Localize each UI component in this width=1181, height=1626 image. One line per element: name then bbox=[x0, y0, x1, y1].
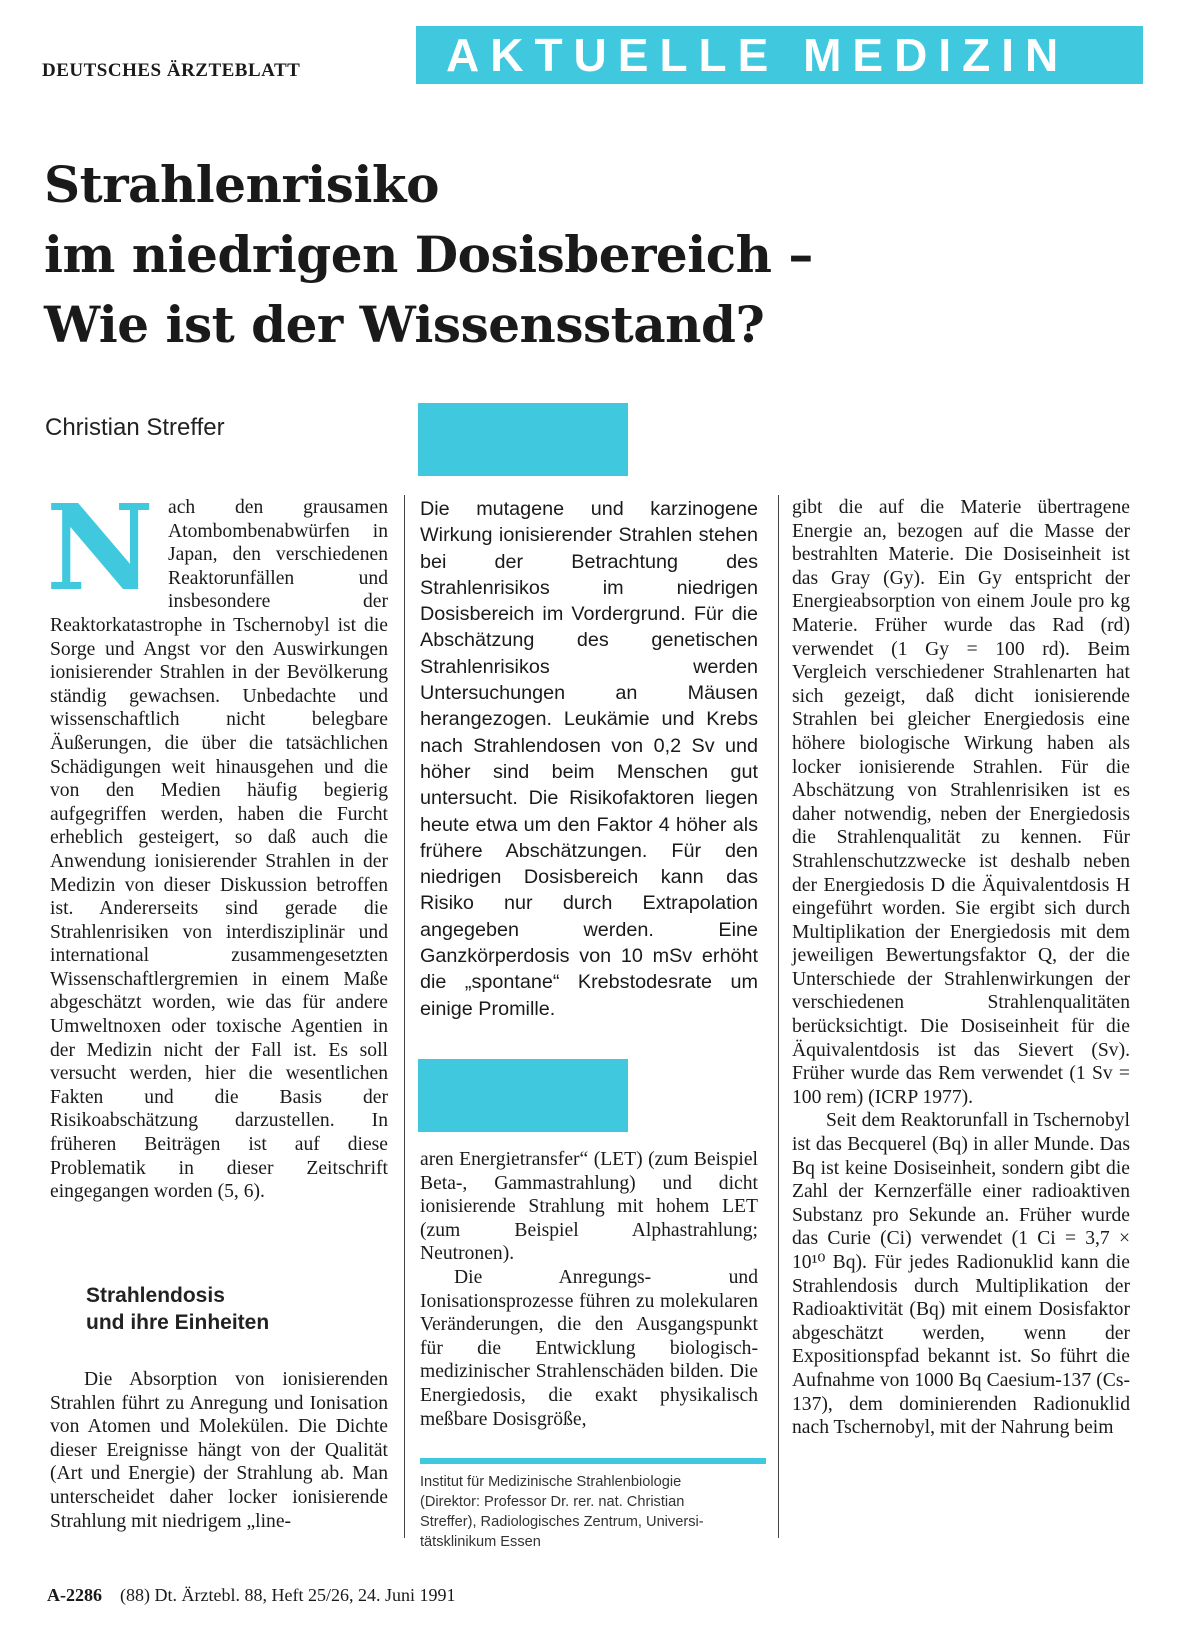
decorative-cyan-block-middle bbox=[418, 1059, 628, 1132]
article-title bbox=[44, 150, 1044, 360]
affiliation-line-1: Institut für Medizinische Strahlenbiologie bbox=[420, 1474, 682, 1490]
author-name: Christian Streffer bbox=[45, 414, 225, 441]
affiliation-line-2: (Direktor: Professor Dr. rer. nat. Christian bbox=[420, 1494, 685, 1510]
abstract-box bbox=[420, 496, 758, 1022]
author-affiliation bbox=[420, 1472, 770, 1552]
intro-paragraph: ach den grausamen Atombombenabwürfen in Japan, den verschiedenen Reaktorunfällen und insbesondere der Reaktorkatastrophe in Tschernobyl ist die Sorge und Angst vor den Auswirkungen ionisierender Strahlen in der Bevölkerung ständig gewachsen. Unbedachte und wissenschaftlich nicht belegbare Äußerungen, die über die tatsächlichen Schädigungen weit hinausgehen und die von den Medien häufig begierig aufgegriffen werden, haben die Furcht erheblich gesteigert, so daß auch die Anwendung ionisierender Strahlen in der Medizin von dieser Diskussion betroffen ist. Andererseits sind gerade die Strahlenrisiken von interdisziplinär und international zusammengesetzten Wissenschaftlergremien in einem Maße abgeschätzt worden, wie das für andere Umweltnoxen oder toxische Agentien in der Medizin nicht der Fall ist. Es soll versucht werden, hier die wesentlichen Fakten und die Basis der Risikoabschätzung darzustellen. In früheren Beiträgen ist auf diese Problematik in dieser Zeitschrift eingegangen worden (5, 6). bbox=[50, 497, 388, 1203]
column-1-intro bbox=[46, 478, 388, 1204]
abstract-text: Die mutagene und karzinogene Wirkung ionisierender Strahlen stehen bei der Betrachtung des Strahlenrisikos im niedrigen Dosisbereich im Vordergrund. Für die Abschätzung des genetischen Strahlenrisikos werden Untersuchungen an Mäusen herangezogen. Leukämie und Krebs nach Strahlendosen von 0,2 Sv und höher sind beim Menschen gut untersucht. Die Risikofaktoren liegen heute etwa um den Faktor 4 höher als frühere Abschätzungen. Für den niedrigen Dosisbereich kann das Risiko nur durch Extrapolation angegeben werden. Eine Ganzkörperdosis von 10 mSv erhöht die „spontane“ Krebstodesrate um einige Promille. bbox=[420, 498, 758, 1020]
decorative-cyan-block-top bbox=[418, 403, 628, 476]
column-divider-2 bbox=[778, 495, 779, 1538]
affiliation-line-3: Streffer), Radiologisches Zentrum, Universi- bbox=[420, 1514, 704, 1530]
section-paragraph: Die Absorption von ionisierenden Strahlen führt zu Anregung und Ionisation von Atomen und Molekülen. Die Dichte dieser Ereignisse hängt von der Qualität (Art und Energie) der Strahlung ab. Man unterscheidet daher locker ionisierende Strahlung mit niedrigem „line- bbox=[50, 1369, 388, 1532]
affiliation-line-4: tätsklinikum Essen bbox=[420, 1534, 541, 1550]
affiliation-rule bbox=[420, 1458, 766, 1464]
title-line-1: Strahlenrisiko bbox=[44, 155, 439, 214]
column-2-paragraph-2: Die Anregungs- und Ionisationsprozesse führen zu molekularen Veränderungen, die den Ausgangspunkt für die Entwicklung biologisch-medizinischer Strahlenschäden bilden. Die Energiedosis, die exakt physikalisch meßbare Dosisgröße, bbox=[420, 1266, 758, 1430]
column-3-paragraph-2: Seit dem Reaktorunfall in Tschernobyl ist das Becquerel (Bq) in aller Munde. Das Bq ist keine Dosiseinheit, sondern gibt die Zahl der Kernzerfälle einer radioaktiven Substanz pro Sekunde an. Früher wurde das Curie (Ci) verwendet (1 Ci = 3,7 × 10¹⁰ Bq). Für jedes Radionuklid kann die Strahlendosis durch Multiplikation der Radioaktivität (Bq) mit einem Dosisfaktor abgeschätzt werden, wenn der Expositionspfad bekannt ist. So führt die Aufnahme von 1000 Bq Caesium-137 (Cs-137), dem dominierenden Radionuklid nach Tschernobyl, mit der Nahrung beim bbox=[792, 1110, 1130, 1439]
section-heading-line-2: und ihre Einheiten bbox=[86, 1311, 270, 1334]
column-3-text bbox=[792, 496, 1130, 1440]
column-2-paragraph-1: aren Energietransfer“ (LET) (zum Beispiel Beta-, Gammastrahlung) und dicht ionisierende Strahlung mit hohem LET (zum Beispiel Alphastrahlung; Neutronen). bbox=[420, 1149, 758, 1265]
title-line-2: im niedrigen Dosisbereich – bbox=[44, 225, 813, 284]
column-divider-1 bbox=[404, 495, 405, 1538]
column-1-section-text bbox=[50, 1368, 388, 1533]
title-line-3: Wie ist der Wissensstand? bbox=[44, 295, 765, 354]
drop-cap: N bbox=[46, 478, 154, 617]
column-3-paragraph-1: gibt die auf die Materie übertragene Energie an, bezogen auf die Masse der bestrahlten Materie. Die Dosiseinheit ist das Gray (Gy). Ein Gy entspricht der Energieabsorption von einem Joule pro kg Materie. Früher wurde das Rad (rd) verwendet (1 Gy = 100 rd). Beim Vergleich verschiedener Strahlenarten hat sich gezeigt, daß dicht ionisierende Strahlen bei gleicher Energiedosis eine höhere biologische Wirkung haben als locker ionisierende Strahlen. Für die Abschätzung von Strahlenrisiken ist es daher notwendig, neben der Energiedosis die Strahlenqualität zu kennen. Für Strahlenschutzzwecke ist deshalb neben der Energiedosis D die Äquivalentdosis H eingeführt worden. Sie ergibt sich durch Multiplikation der Energiedosis mit dem jeweiligen Bewertungsfaktor Q, der die Unterschiede der Strahlenwirkungen der verschiedenen Strahlenqualitäten berücksichtigt. Die Dosiseinheit für die Äquivalentdosis ist das Sievert (Sv). Früher wurde das Rem verwendet (1 Sv = 100 rem) (ICRP 1977). bbox=[792, 497, 1130, 1108]
page-code: A-2286 bbox=[47, 1585, 102, 1605]
journal-name: DEUTSCHES ÄRZTEBLATT bbox=[42, 60, 301, 81]
section-heading-line-1: Strahlendosis bbox=[86, 1284, 225, 1307]
section-banner: AKTUELLE MEDIZIN bbox=[416, 26, 1143, 84]
column-2-text bbox=[420, 1148, 758, 1431]
section-heading bbox=[86, 1282, 269, 1336]
page-footer bbox=[47, 1585, 455, 1606]
citation: (88) Dt. Ärztebl. 88, Heft 25/26, 24. Juni 1991 bbox=[120, 1585, 456, 1605]
